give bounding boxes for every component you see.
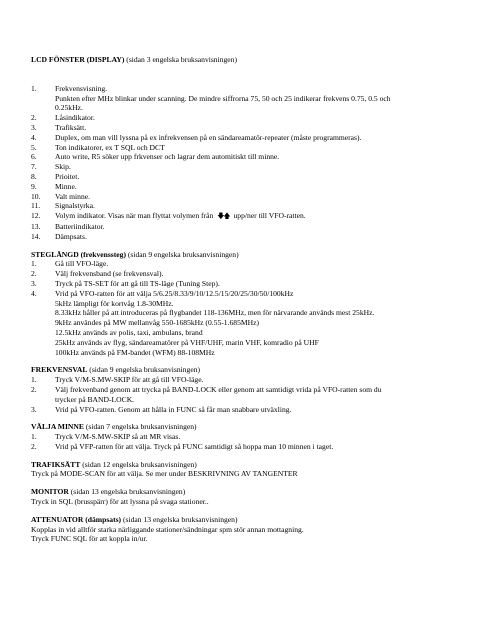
- list-item: 7. Skip.: [31, 162, 71, 172]
- step-note: 12.5kHz används av polis, taxi, ambulans, brand: [55, 327, 203, 337]
- atten-title: ATTENUATOR (dämpsats): [31, 514, 122, 524]
- list-item: 6. Auto write, R5 söker upp frkvenser och lagrar dem automitiskt till minne.: [31, 152, 280, 162]
- trafik-text: Tryck på MODE-SCAN för att välja. Se mer under BESKRIVNING AV TANGENTER: [31, 469, 298, 479]
- trafik-ref: (sidan 12 engelska bruksanvisningen): [80, 459, 197, 469]
- list-item: 1. Tryck V/M-S.MW-SKIP för att gå till VFO-läge.: [31, 375, 204, 385]
- lcd-ref: (sidan 3 engelska bruksanvisningen): [124, 55, 238, 64]
- atten-text-2: Tryck FUNC SQL för att koppla in/ur.: [31, 534, 148, 544]
- list-item: 4. Duplex, om man vill lyssna på ex infrekvensen på en sändareamatör-repeater (måste programmeras).: [31, 132, 362, 142]
- list-item: 4. Vrid på VFO-ratten för att välja 5/6.25/8.33/9/10/12.5/15/20/25/30/50/100kHz: [31, 288, 294, 298]
- steg-list: [31, 259, 471, 357]
- minne-ref: (sidan 7 engelska bruksanvisningen): [83, 422, 197, 432]
- list-item: 10. Valt minne.: [31, 191, 91, 201]
- lcd-title: LCD FÖNSTER (DISPLAY): [31, 55, 125, 64]
- monitor-title: MONITOR: [31, 487, 69, 497]
- monitor-ref: (sidan 13 engelska bruksanvisningen): [68, 487, 186, 497]
- list-item: 8. Prioitet.: [31, 171, 80, 181]
- freq-title: FREKVENSVAL: [31, 365, 88, 375]
- list-item: 14. Dämpsats.: [31, 231, 87, 241]
- atten-ref: (sidan 13 engelska bruksanvisningen): [121, 514, 238, 524]
- freq-heading: [31, 365, 471, 375]
- trafik-title: TRAFIKSÄTT: [31, 459, 81, 469]
- list-item: 1. Frekvensvisning. Punkten efter MHz blinkar under scanning. De mindre siffrorna 75, 50 och 25 indikerar frekvens 0.75, 0.5 och 0.25kHz.: [31, 83, 391, 113]
- step-note: 5kHz lämpligt för kortvåg 1.8-30MHz.: [55, 298, 174, 308]
- lcd-heading: [31, 55, 471, 65]
- freq-ref: (sidan 9 engelska bruksanvisningen): [87, 365, 201, 375]
- steg-ref: (sidan 9 engelska bruksanvisningen): [126, 249, 239, 259]
- atten-text-1: Kopplas in vid alltför starka närliggande stationer/sändningar spm stör annan mottagning.: [31, 524, 304, 534]
- atten-heading: [31, 515, 471, 525]
- step-note: 25kHz används av flyg, sändareamatörer på VHF/UHF, marin VHF, komradio på UHF: [55, 337, 319, 347]
- step-note: 100kHz används på FM-bandet (WFM) 88-108MHz: [55, 347, 215, 357]
- list-item: 11. Signalstyrka.: [31, 201, 95, 211]
- minne-heading: [31, 422, 471, 432]
- list-item: 3. Trafiksätt.: [31, 122, 87, 132]
- lcd-list: [31, 84, 471, 242]
- step-note: 9kHz användes på MW mellanvåg 550-1685kHz (0.55-1.685MHz): [55, 318, 259, 328]
- list-item: 2. Välj frekvenband genom att trycka på BAND-LOCK eller genom att samtidigt vrida på VFO-ratten som du trycker på BAND-LOCK.: [31, 384, 382, 404]
- freq-list: [31, 375, 471, 414]
- list-item: 3. Tryck på TS-SET för att gå till TS-läge (Tuning Step).: [31, 278, 220, 288]
- trafik-heading: [31, 460, 471, 470]
- list-item: 12. Volym indikator. Visas när man flyttat volymen från 🡇🡅 upp/ner till VFO-ratten.: [31, 211, 306, 221]
- list-item: 9. Minne.: [31, 181, 77, 191]
- list-item: 13. Batteriindikator.: [31, 221, 105, 231]
- monitor-text: Tryck in SQL (brusspärr) för att lyssna på svaga stationer..: [31, 497, 209, 507]
- step-note: 8.33kHz håller på att introduceras på flygbandet 118-136MHz, men för närvarande används mest 25kHz.: [55, 308, 375, 318]
- list-item: 2. Vrid på VFP-ratten för att välja. Tryck på FUNC samtidigt så hoppa man 10 minnen i taget.: [31, 441, 334, 451]
- list-item: 1. Tryck V/M-S.MW-SKIP så att MR visas.: [31, 432, 181, 442]
- steg-heading: [31, 250, 471, 260]
- list-item: 1. Gå till VFO-läge.: [31, 259, 109, 269]
- list-item: 3. Vrid på VFO-ratten. Genom att hålla in FUNC så får man snabbare utväxling.: [31, 404, 292, 414]
- document-content: [31, 55, 471, 544]
- minne-title: VÄLJA MINNE: [31, 422, 84, 432]
- list-item: 5. Ton indikatorer, ex T SQL och DCT: [31, 142, 165, 152]
- down-up-arrows-icon: 🡇🡅: [217, 212, 230, 221]
- minne-list: [31, 432, 471, 452]
- list-item: 2. Låsindikator.: [31, 113, 95, 123]
- monitor-heading: [31, 487, 471, 497]
- steg-title: STEGLÄNGD (frekvenssteg): [31, 249, 126, 259]
- list-item: 2. Välj frekvensband (se frekvensval).: [31, 269, 164, 279]
